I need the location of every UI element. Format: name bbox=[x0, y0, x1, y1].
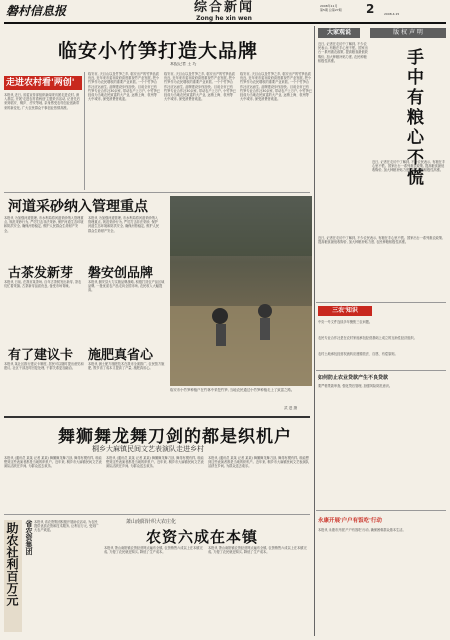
sidebar-big-vertical: 手中有粮心不慌 bbox=[403, 48, 423, 188]
sidebar-rule bbox=[316, 302, 446, 303]
farmer-side bbox=[4, 520, 22, 632]
farmer-title: 助农社利百万元 bbox=[5, 522, 19, 606]
sidebar-rule bbox=[316, 370, 446, 371]
newspaper-logo: 磐村信息报 bbox=[6, 4, 67, 18]
sidebar-rule bbox=[316, 510, 446, 511]
knowledge-item: 农村土地承包经营权流转应遵循依法、自愿、有偿原则。 bbox=[318, 352, 398, 356]
aside-title: 如何防止农业贷款产生不良贷款 bbox=[318, 375, 389, 381]
bottom-mid-kicker: 萧山南阳针织大农庄化 bbox=[126, 519, 177, 525]
river-title: 河道采砂纳入管理重点 bbox=[8, 199, 148, 215]
farmer-subtitle: 省农资集团 bbox=[25, 520, 33, 555]
column-divider bbox=[84, 72, 85, 190]
sidebar-body-3: 近日, 记者在走访中了解到, 不少农民表示, 有粮在手心里不慌。国家出台一系列惠农政策, 提高粮食最低收购价, 加大种粮补贴力度, 农民种粮积极性高涨。 bbox=[318, 236, 444, 245]
lead-body-col1: 临安市, 天目山以及竹笋之乡, 临安出产的竹笋品质优良, 近年来市委市政府高度重视竹产业发展, 把小竹笋作为农民增收的重要产业来抓, 一个个竹笋合作社应运而生, 品牌建设步伐加快。目前全市已有竹笋专业合作社30余家, 带动农户上万户, 小竹笋已经成为当地农民致富的大产业, 远销上海、杭州等大中城市, 深受消费者欢迎。 bbox=[88, 72, 160, 102]
bottom-body-2: 本报讯 (通讯员 某某 记者 某某) 舞狮舞龙舞刀剑, 舞得有模有样, 谁能想到这些表演者都是当地的织机户。近年来, 桐乡市大麻镇民间文艺表演队活跃在乡间, 为群众送去欢乐。 bbox=[106, 456, 204, 469]
bottom-mid-body-2: 本报讯 萧山南阳镇农资经营网点遍布全镇, 农资销售六成以上在本镇完成, 方便了农民就近购买, 降低了生产成本。 bbox=[208, 546, 307, 555]
news-photo bbox=[170, 196, 312, 386]
bottom-subhead: 桐乡大麻镇民间文艺表演队走进乡村 bbox=[92, 445, 204, 453]
river-body-2: 本报讯 为加强河道管理, 市水利局将河道采砂纳入管理重点, 规范采砂行为, 严厉打击非法采砂, 保护河道生态环境和防洪安全, 确保河势稳定, 维护人民群众生命财产安全。 bbox=[88, 216, 159, 233]
bottom-mid-body-1: 本报讯 萧山南阳镇农资经营网点遍布全镇, 农资销售六成以上在本镇完成, 方便了农民就近购买, 降低了生产成本。 bbox=[104, 546, 203, 555]
lead-body-col2: 临安市, 天目山以及竹笋之乡, 临安出产的竹笋品质优良, 近年来市委市政府高度重视竹产业发展, 把小竹笋作为农民增收的重要产业来抓, 一个个竹笋合作社应运而生, 品牌建设步伐加快。目前全市已有竹笋专业合作社30余家, 带动农户上万户, 小竹笋已经成为当地农民致富的大产业, 远销上海、杭州等大中城市, 深受消费者欢迎。 bbox=[164, 72, 236, 102]
sidebar-bottom-title: 永康开展'户户有饭吃'行动 bbox=[318, 518, 382, 524]
issue-info bbox=[320, 4, 364, 12]
col1-body: 本报讯 近日, 省委宣传部组织新闻采访团走进农村, 深入基层, 开展'走进农村看两创'主题采访活动, 记者先后来到临安、桐庐、淳安等地, 亲身感受农村创业创新带来的新变化, 广大农民群众干事创业热情高涨。 bbox=[4, 93, 80, 110]
bottom-mid-headline: 农资六成在本镇 bbox=[146, 528, 259, 546]
section-header bbox=[168, 0, 280, 22]
sidebar-body-2: 近日, 记者在走访中了解到, 不少农民表示, 有粮在手心里不慌。国家出台一系列惠农政策, 提高粮食最低收购价, 加大种粮补贴力度, 农民种粮积极性高涨。 bbox=[372, 160, 446, 173]
section-divider bbox=[4, 514, 310, 515]
tea-title: 古茶发新芽 bbox=[8, 266, 74, 281]
section-title: 综合新闻 bbox=[193, 0, 254, 15]
section-pinyin: Zong he xin wen bbox=[196, 15, 252, 22]
fertilizer-title: 施肥真省心 bbox=[88, 348, 154, 363]
photo-credit: 武 进 摄 bbox=[284, 406, 298, 410]
panan-body: 本报讯 磐安县大力实施品牌战略, 积极打造农产品区域品牌, 一批优质农产品走向全国市场, 农民收入大幅提高。 bbox=[88, 280, 165, 293]
bottom-headline: 舞狮舞龙舞刀剑的都是织机户 bbox=[58, 427, 292, 447]
aside-body: 要严格贷款审查, 强化贷后管理, 加强风险防范意识。 bbox=[318, 384, 393, 388]
masthead-rule bbox=[4, 22, 446, 24]
knowledge-item: 中央一号文件连续多年聚焦三农问题。 bbox=[318, 320, 373, 324]
panan-title: 磐安创品牌 bbox=[88, 266, 154, 281]
suggestion-title: 有了建议卡 bbox=[8, 348, 74, 363]
lead-byline: 本报记者 王 巧 bbox=[170, 62, 197, 66]
col1-banner: 走进农村看'两创' bbox=[4, 76, 82, 90]
photo-scene bbox=[170, 196, 312, 386]
editor-label: 版 权 声 明 bbox=[370, 28, 446, 38]
river-body: 本报讯 为加强河道管理, 市水利局将河道采砂纳入管理重点, 规范采砂行为, 严厉打击非法采砂, 保护河道生态环境和防洪安全, 确保河势稳定, 维护人民群众生命财产安全。 bbox=[4, 216, 84, 233]
issue-line: 2008年11月 bbox=[320, 4, 338, 8]
issue-line: 第5期 总第27期 bbox=[320, 8, 342, 12]
bottom-body-3: 本报讯 (通讯员 某某 记者 某某) 舞狮舞龙舞刀剑, 舞得有模有样, 谁能想到这些表演者都是当地的织机户。近年来, 桐乡市大麻镇民间文艺表演队活跃在乡间, 为群众送去欢乐。 bbox=[208, 456, 309, 469]
knowledge-title: 三农'知识 bbox=[318, 306, 372, 316]
tea-body: 本报讯 日前, 在我市某茶场, 百年古茶树发出新芽, 茶农们忙着采摘, 古茶新芽品质优良, 备受市场青睐。 bbox=[4, 280, 82, 289]
issue-date: 2008.4.15 bbox=[384, 12, 400, 16]
sidebar-divider bbox=[314, 26, 315, 636]
fertilizer-body: 本报讯 测土配方施肥技术在我市全面推广, 农民按方施肥, 既节省了成本又提高了产量, 施肥真省心。 bbox=[88, 362, 165, 371]
section-divider bbox=[4, 416, 310, 418]
sidebar-box-title: 大家观说 bbox=[318, 28, 360, 38]
sidebar-box-body: 近日, 记者在走访中了解到, 不少农民表示, 有粮在手心里不慌。国家出台一系列惠农政策, 提高粮食最低收购价, 加大种粮补贴力度, 农民种粮积极性高涨。 bbox=[318, 42, 368, 63]
lead-body-col3: 临安市, 天目山以及竹笋之乡, 临安出产的竹笋品质优良, 近年来市委市政府高度重视竹产业发展, 把小竹笋作为农民增收的重要产业来抓, 一个个竹笋合作社应运而生, 品牌建设步伐加快。目前全市已有竹笋专业合作社30余家, 带动农户上万户, 小竹笋已经成为当地农民致富的大产业, 远销上海、杭州等大中城市, 深受消费者欢迎。 bbox=[240, 72, 312, 102]
sidebar-bottom-body: 本报讯 永康市开展'户户有饭吃'行动, 确保困难群众基本生活。 bbox=[318, 528, 406, 532]
photo-caption: 临安市小竹笋种植户在竹林中采挖竹笋, 当地农民通过小竹笋种植走上了致富之路。 bbox=[170, 388, 295, 392]
bottom-body-1: 本报讯 (通讯员 某某 记者 某某) 舞狮舞龙舞刀剑, 舞得有模有样, 谁能想到这些表演者都是当地的织机户。近年来, 桐乡市大麻镇民间文艺表演队活跃在乡间, 为群众送去欢乐。 bbox=[4, 456, 102, 469]
farmer-body: 本报讯 省农资集团积极开展助农活动, 为农民提供优质农资和技术服务, 让利百万元, 受到广大农户欢迎。 bbox=[34, 520, 99, 533]
knowledge-item: 农民专业合作社是在农村家庭承包经营基础上成立的互助性经济组织。 bbox=[318, 336, 417, 340]
lead-headline: 临安小竹笋打造大品牌 bbox=[58, 40, 259, 62]
suggestion-body: 本报讯 某社区推行建议卡制度, 居民可以随时提出意见和建议, 社区干部及时回复处理, 干群关系更加融洽。 bbox=[4, 362, 84, 371]
section-divider bbox=[4, 192, 310, 193]
page-number: 2 bbox=[366, 2, 375, 16]
